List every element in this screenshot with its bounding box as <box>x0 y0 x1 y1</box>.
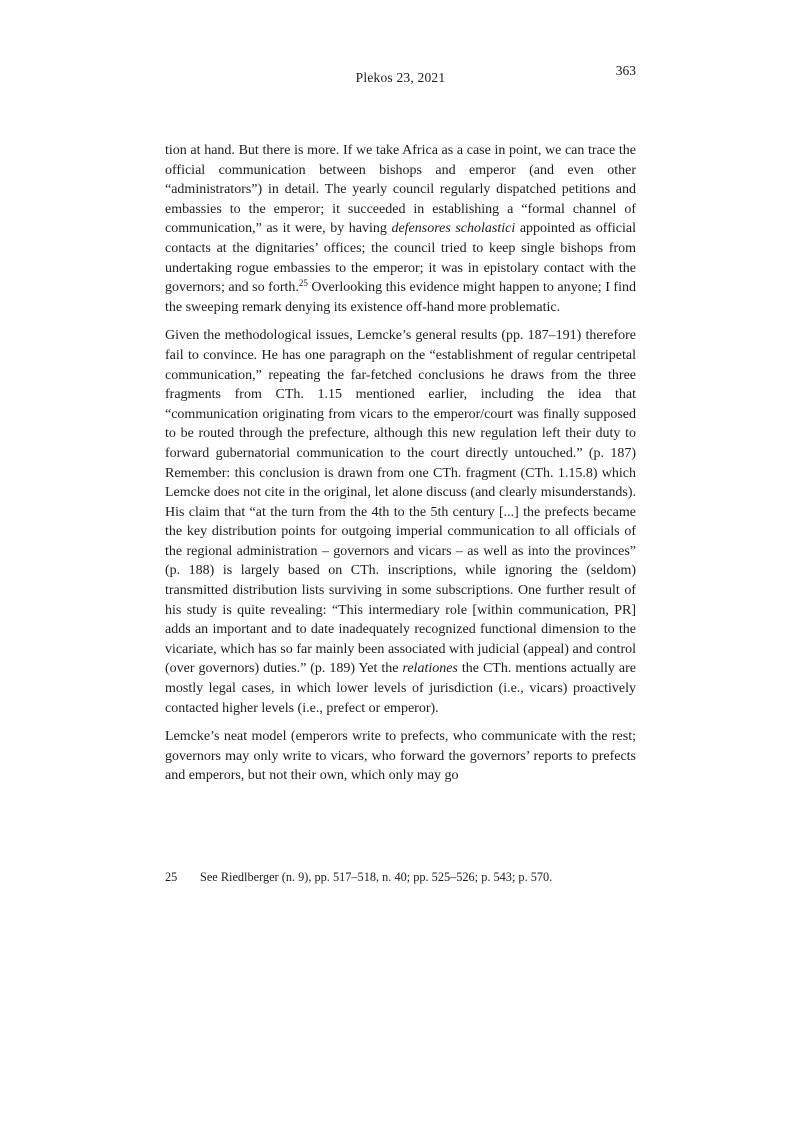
footnote-text: See Riedlberger (n. 9), pp. 517–518, n. 40; pp. 525–526; p. 543; p. 570. <box>200 870 553 884</box>
paragraph-1 <box>165 141 636 317</box>
paragraph-1-text-b: appointed as official contacts at the dignitaries’ offices; the council tried to keep single bishops from undertaking rogue embassies to the emperor; it was in epistolary contact with the governors; and so forth. <box>165 221 636 296</box>
paragraph-3 <box>165 727 636 786</box>
italic-term-defensores-scholastici: defensores scholastici <box>391 221 516 237</box>
paragraph-2-text-a: Given the methodological issues, Lemcke’s general results (pp. 187–191) therefore fail to convince. He has one paragraph on the “establishment of regular centripetal communication,” repeating the far-fetched conclusions he draws from the three fragments from CTh. 1.15 mentioned earlier, including the idea that “communication originating from vicars to the emperor/court was finally supposed to be routed through the prefecture, although this new regulation left their duty to forward gubernatorial communication to the court directly untouched.” (p. 187) Remember: this conclusion is drawn from one CTh. fragment (CTh. 1.15.8) which Lemcke does not cite in the original, let alone discuss (and clearly misunderstands). His claim that “at the turn from the 4th to the 5th century [...] the prefects became the key distribution points for outgoing imperial communication to all officials of the regional administration – governors and vicars – as well as into the provinces” (p. 188) is largely based on CTh. inscriptions, while ignoring the (seldom) transmitted distribution lists surviving in some subscriptions. One further result of his study is quite revealing: “This intermediary role [within communication, PR] adds an important and to date inadequately recognized functional dimension to the vicariate, which has so far mainly been associated with judicial (appeal) and control (over governors) duties.” (p. 189) Yet the <box>165 328 636 677</box>
page-body <box>165 141 636 795</box>
footnote-area <box>165 869 636 886</box>
page-number: 363 <box>615 63 636 78</box>
paragraph-2 <box>165 326 636 718</box>
footnote-25 <box>165 869 636 886</box>
paragraph-3-text-a: Lemcke’s neat model (emperors write to prefects, who communicate with the rest; governors may only write to vicars, who forward the governors’ reports to prefects and emperors, but not their own, which only may go <box>165 729 636 784</box>
footnote-reference-25: 25 <box>298 278 308 289</box>
paragraph-1-text-a: tion at hand. But there is more. If we take Africa as a case in point, we can trace the official communication between bishops and emperor (and even other “administrators”) in detail. The yearly council regularly dispatched petitions and embassies to the emperor; it succeeded in establishing a “formal channel of communication,” as it were, by having <box>165 143 636 237</box>
journal-title: Plekos 23, 2021 <box>355 70 446 85</box>
footnote-number: 25 <box>165 870 178 884</box>
paragraph-2-text-b: the CTh. mentions actually are mostly legal cases, in which lower levels of jurisdiction (i.e., vicars) proactively contacted higher levels (i.e., prefect or emperor). <box>165 661 636 716</box>
italic-term-relationes: relationes <box>402 661 458 677</box>
paragraph-1-text-c: Overlooking this evidence might happen to anyone; I find the sweeping remark denying its existence off-hand more problematic. <box>165 280 636 315</box>
page-header <box>165 63 636 86</box>
